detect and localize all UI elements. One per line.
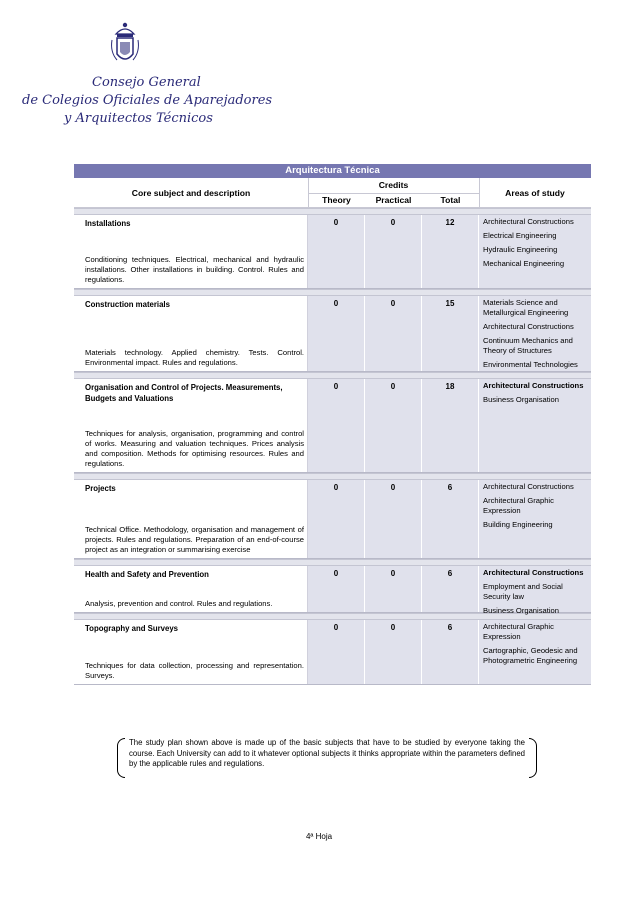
area-of-study: Architectural Graphic Expression bbox=[483, 622, 554, 641]
logo-line-2: de Colegios Oficiales de Aparejadores bbox=[22, 93, 273, 108]
area-of-study: Electrical Engineering bbox=[483, 231, 557, 240]
subject-title: Projects bbox=[85, 484, 116, 493]
theory-credits: 0 bbox=[308, 480, 365, 558]
areas-of-study-cell bbox=[479, 379, 591, 472]
subject-title: Installations bbox=[85, 219, 131, 228]
logo-line-1: Consejo General bbox=[92, 75, 201, 90]
area-of-study: Architectural Constructions bbox=[483, 381, 584, 390]
left-bracket bbox=[117, 738, 125, 778]
area-of-study: Architectural Constructions bbox=[483, 217, 574, 226]
row-separator bbox=[74, 289, 591, 296]
header-practical: Practical bbox=[375, 195, 412, 205]
area-of-study: Architectural Graphic Expression bbox=[483, 496, 554, 515]
area-of-study: Mechanical Engineering bbox=[483, 259, 565, 268]
area-of-study: Business Organisation bbox=[483, 606, 559, 615]
header-credits: Credits bbox=[378, 180, 409, 190]
organization-logo bbox=[0, 20, 273, 130]
total-credits: 6 bbox=[422, 566, 479, 612]
row-separator bbox=[74, 559, 591, 566]
table-row bbox=[74, 620, 591, 685]
areas-of-study-cell bbox=[479, 215, 591, 288]
subject-cell bbox=[74, 480, 308, 558]
theory-credits: 0 bbox=[308, 296, 365, 371]
practical-credits: 0 bbox=[365, 215, 422, 288]
practical-credits: 0 bbox=[365, 480, 422, 558]
theory-credits: 0 bbox=[308, 215, 365, 288]
area-of-study: Architectural Constructions bbox=[483, 482, 574, 491]
header-areas-of-study: Areas of study bbox=[505, 188, 565, 198]
practical-credits: 0 bbox=[365, 566, 422, 612]
subject-description: Conditioning techniques. Electrical, mechanical and hydraulic installations. Other installations in building. Control. Rules and regulations. bbox=[85, 255, 304, 284]
theory-credits: 0 bbox=[308, 379, 365, 472]
header-divider bbox=[308, 178, 309, 207]
table-header bbox=[74, 178, 591, 208]
header-core-subject: Core subject and description bbox=[131, 188, 251, 198]
subjects-table bbox=[74, 164, 591, 685]
row-separator bbox=[74, 372, 591, 379]
area-of-study: Architectural Constructions bbox=[483, 322, 574, 331]
header-divider bbox=[308, 193, 479, 194]
area-of-study: Business Organisation bbox=[483, 395, 559, 404]
area-of-study: Materials Science and Metallurgical Engineering bbox=[483, 298, 569, 317]
header-theory: Theory bbox=[322, 195, 351, 205]
area-of-study: Cartographic, Geodesic and Photogrametric Engineering bbox=[483, 646, 578, 665]
table-row bbox=[74, 566, 591, 613]
total-credits: 12 bbox=[422, 215, 479, 288]
table-row bbox=[74, 215, 591, 289]
subject-cell bbox=[74, 296, 308, 371]
subject-title: Topography and Surveys bbox=[85, 624, 179, 633]
theory-credits: 0 bbox=[308, 620, 365, 684]
subject-description: Materials technology. Applied chemistry. Tests. Control. Environmental impact. Rules and regulations. bbox=[85, 348, 304, 367]
practical-credits: 0 bbox=[365, 296, 422, 371]
theory-credits: 0 bbox=[308, 566, 365, 612]
area-of-study: Hydraulic Engineering bbox=[483, 245, 558, 254]
subject-cell bbox=[74, 215, 308, 288]
page-footer: 4ª Hoja bbox=[305, 832, 333, 841]
total-credits: 6 bbox=[422, 620, 479, 684]
row-separator bbox=[74, 208, 591, 215]
header-divider bbox=[479, 178, 480, 207]
subject-description: Techniques for analysis, organisation, programming and control of works. Measuring and valuation techniques. Prices analysis and composition. Methods for optimising resources. Rules and regulations. bbox=[85, 429, 304, 468]
table-body bbox=[74, 208, 591, 685]
subject-description: Analysis, prevention and control. Rules and regulations. bbox=[85, 599, 273, 608]
subject-cell bbox=[74, 566, 308, 612]
area-of-study: Building Engineering bbox=[483, 520, 553, 529]
area-of-study: Employment and Social Security law bbox=[483, 582, 563, 601]
study-plan-note bbox=[117, 738, 537, 778]
table-title: Arquitectura Técnica bbox=[74, 164, 591, 178]
subject-cell bbox=[74, 379, 308, 472]
areas-of-study-cell bbox=[479, 566, 591, 615]
header-total: Total bbox=[440, 195, 461, 205]
area-of-study: Architectural Constructions bbox=[483, 568, 584, 577]
total-credits: 6 bbox=[422, 480, 479, 558]
table-row bbox=[74, 379, 591, 473]
total-credits: 18 bbox=[422, 379, 479, 472]
table-row bbox=[74, 480, 591, 559]
areas-of-study-cell bbox=[479, 620, 591, 684]
subject-description: Techniques for data collection, processing and representation. Surveys. bbox=[85, 661, 304, 680]
practical-credits: 0 bbox=[365, 620, 422, 684]
areas-of-study-cell bbox=[479, 480, 591, 558]
subject-title: Health and Safety and Prevention bbox=[85, 570, 209, 579]
practical-credits: 0 bbox=[365, 379, 422, 472]
subject-title: Construction materials bbox=[85, 300, 170, 309]
area-of-study: Environmental Technologies bbox=[483, 360, 578, 369]
total-credits: 15 bbox=[422, 296, 479, 371]
subject-cell bbox=[74, 620, 308, 684]
crest-icon bbox=[108, 20, 142, 72]
logo-line-3: y Arquitectos Técnicos bbox=[64, 111, 213, 126]
note-text: The study plan shown above is made up of the basic subjects that have to be studied by everyone taking the course. Each University can add to it whatever optional subjects it thinks appropriate within the parameters defined by the applicable rules and regulations. bbox=[129, 738, 525, 768]
area-of-study: Continuum Mechanics and Theory of Structures bbox=[483, 336, 573, 355]
table-row bbox=[74, 296, 591, 372]
right-bracket bbox=[529, 738, 537, 778]
subject-title: Organisation and Control of Projects. Measurements, Budgets and Valuations bbox=[85, 383, 283, 403]
subject-description: Technical Office. Methodology, organisation and management of projects. Rules and regulations. Preparation of an end-of-course project as an integration or summarising exercise bbox=[85, 525, 304, 554]
row-separator bbox=[74, 473, 591, 480]
areas-of-study-cell bbox=[479, 296, 591, 371]
